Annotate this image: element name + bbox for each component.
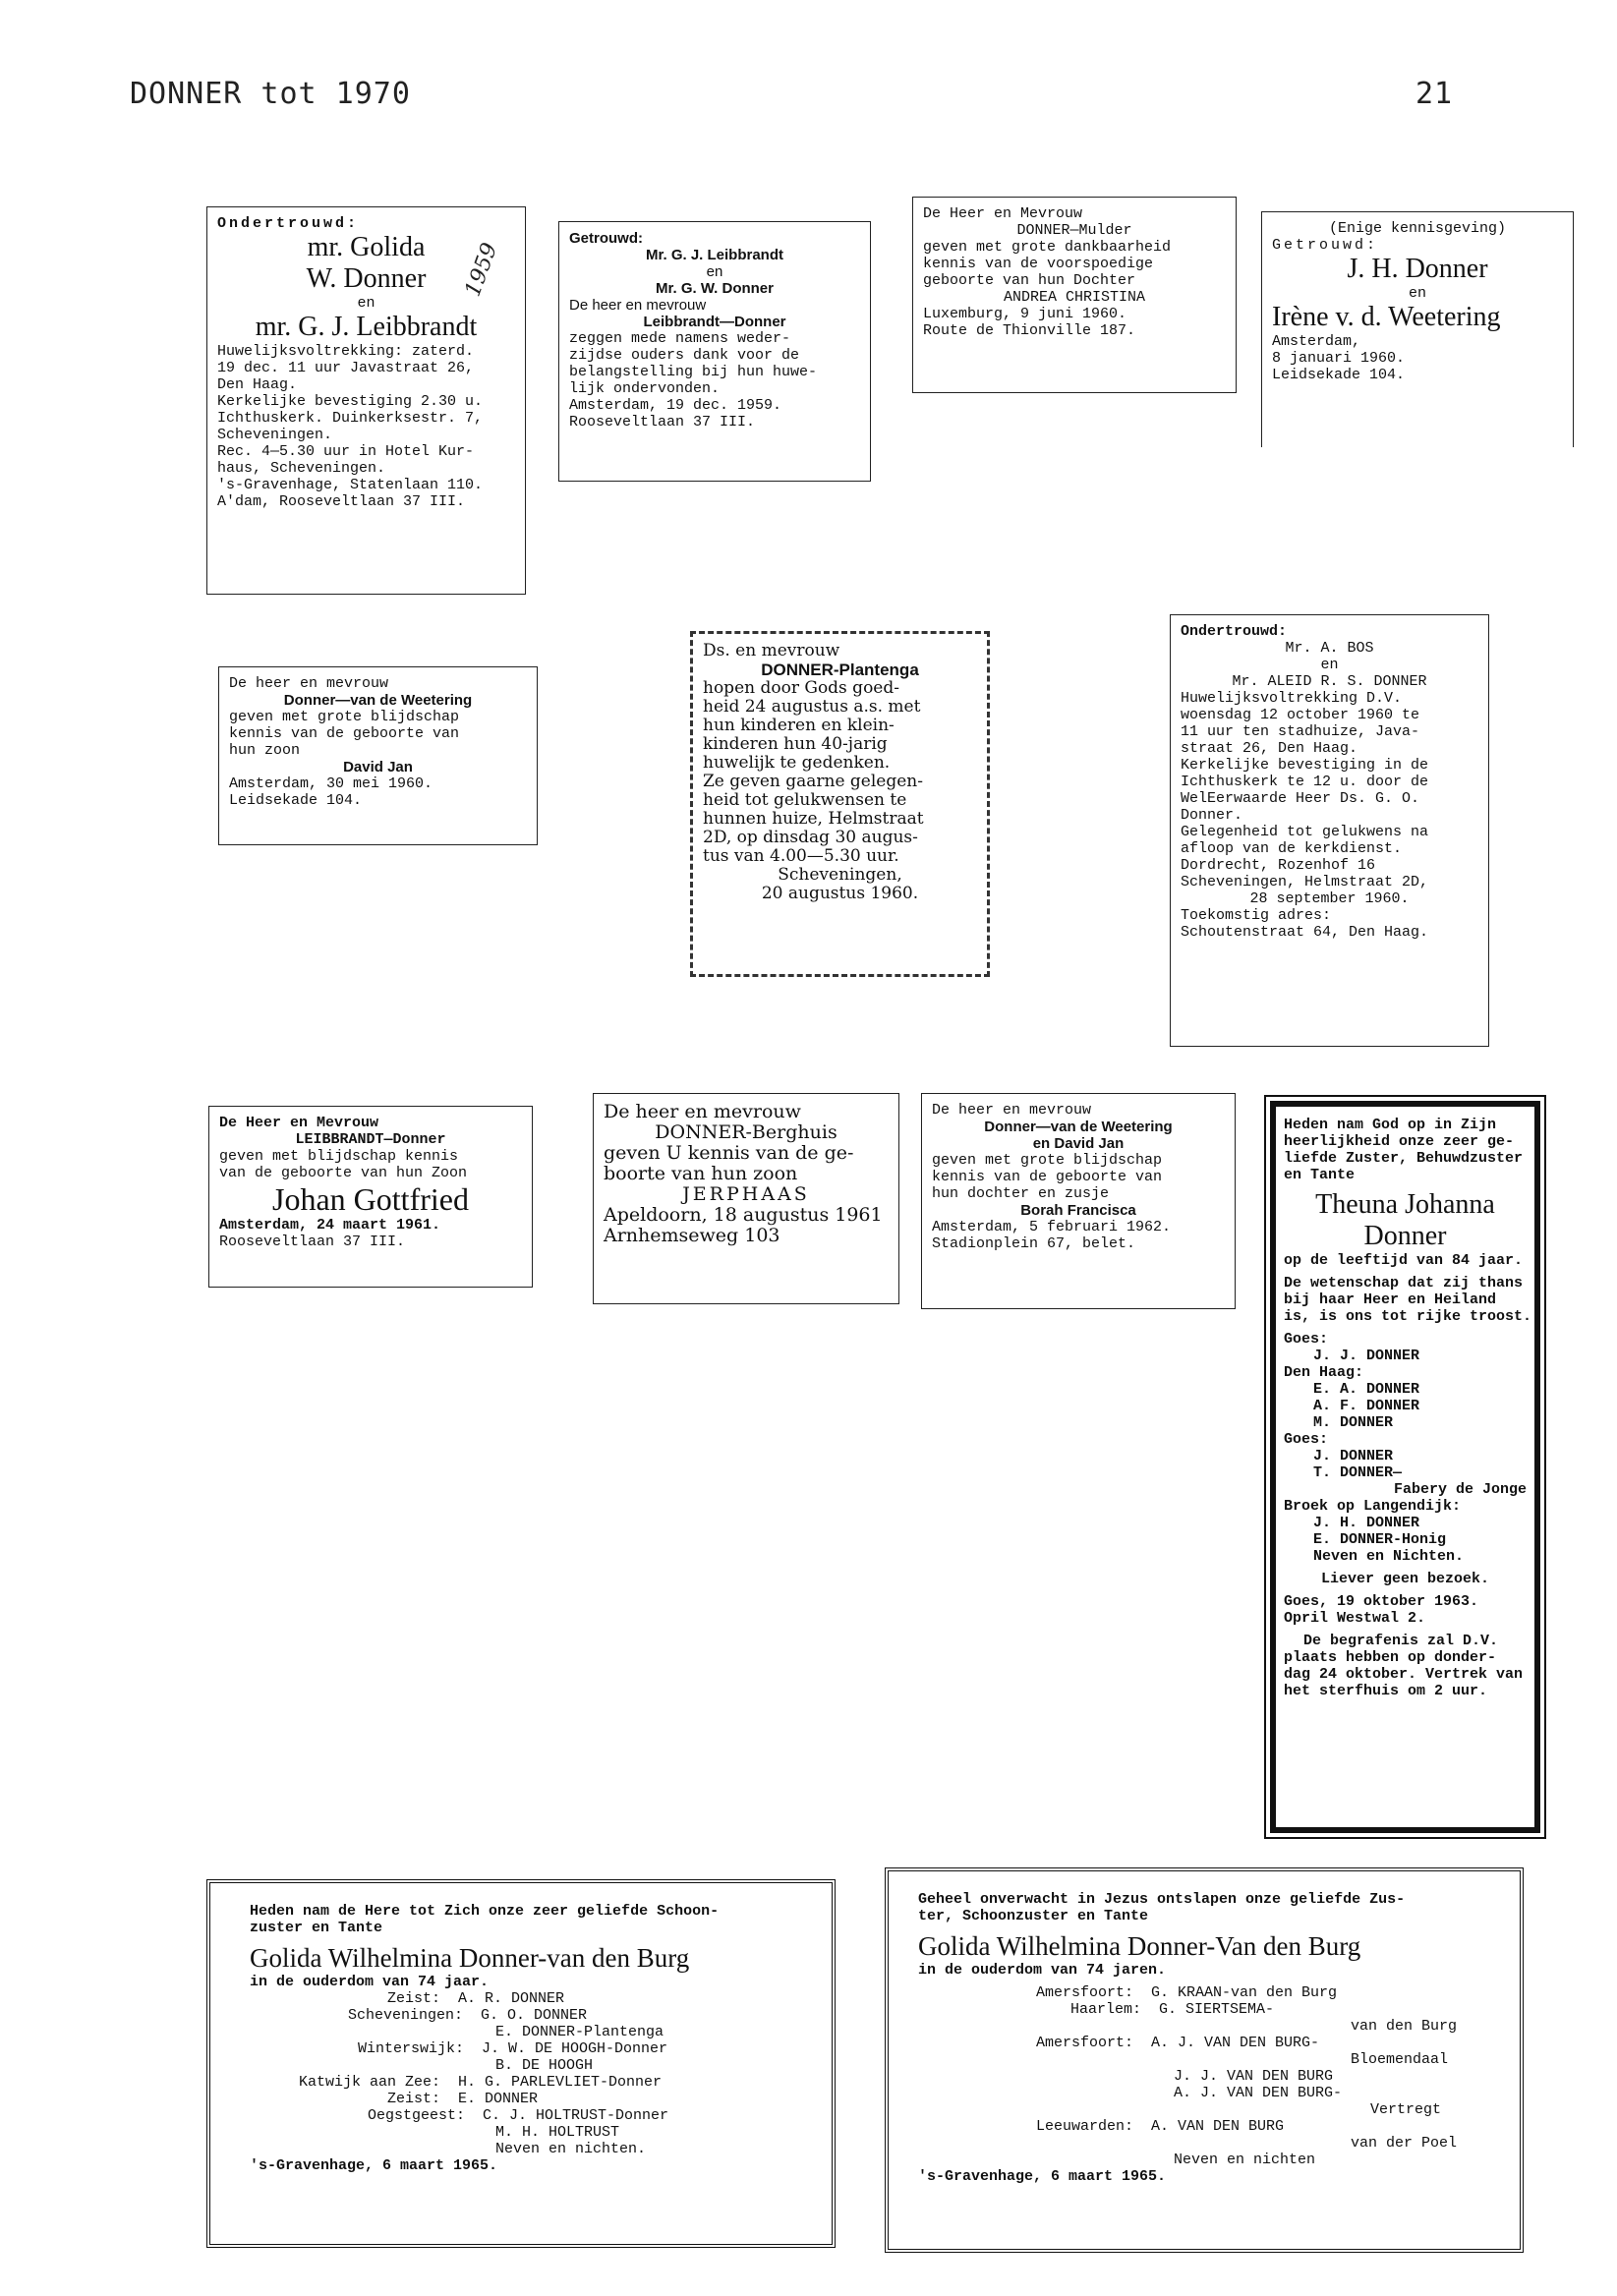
notice-line: Den Haag. [217, 376, 298, 393]
notice-line: JERPHAAS [682, 1183, 810, 1205]
notice-line: Rec. 4—5.30 uur in Hotel Kur- [217, 443, 475, 460]
notice-line: Kerkelijke bevestiging in de [1181, 757, 1429, 774]
notice-line: Donner—van de Weetering [984, 1119, 1173, 1135]
notice-line: en [1408, 285, 1426, 302]
notice-line: van de geboorte van hun Zoon [219, 1165, 468, 1181]
notice-line: Route de Thionville 187. [923, 322, 1136, 339]
notice-line: Dordrecht, Rozenhof 16 [1181, 857, 1376, 874]
notice-line: ter, Schoonzuster en Tante [918, 1908, 1149, 1924]
notice-line: Winterswijk: J. W. DE HOOGH-Donner [358, 2040, 668, 2057]
notice-line: boorte van hun zoon [604, 1163, 798, 1184]
notice-line: Johan Gottfried [272, 1181, 469, 1217]
notice-line: J. J. VAN DEN BURG [1174, 2068, 1334, 2085]
notice-line: in de ouderdom van 74 jaren. [918, 1962, 1167, 1979]
notice-line: Katwijk aan Zee: H. G. PARLEVLIET-Donner [299, 2074, 663, 2091]
notice-line: 11 uur ten stadhuize, Java- [1181, 723, 1420, 740]
notice-line: Schoutenstraat 64, Den Haag. [1181, 924, 1429, 941]
notice-line: De begrafenis zal D.V. [1303, 1633, 1499, 1649]
notice-line: DONNER-Berghuis [655, 1121, 837, 1143]
notice-line: heid tot gelukwensen te [703, 790, 907, 810]
notice-line: Geheel onverwacht in Jezus ontslapen onze geliefde Zus- [918, 1891, 1406, 1908]
notice-line: Ze geven gaarne gelegen- [703, 772, 924, 791]
notice-line: Opril Westwal 2. [1284, 1610, 1426, 1627]
notice-line: afloop van de kerkdienst. [1181, 840, 1403, 857]
notice-line: van der Poel [1351, 2135, 1458, 2152]
notice-line: Scheveningen, Helmstraat 2D, [1181, 874, 1429, 890]
notice-line: Getrouwd: [1272, 237, 1379, 254]
notice-line: Vertregt [1370, 2101, 1442, 2118]
notice-line: Stadionplein 67, belet. [932, 1235, 1136, 1252]
notice-line: E. A. DONNER [1313, 1381, 1420, 1398]
notice-line: en [357, 295, 375, 312]
notice-line: David Jan [343, 759, 413, 775]
notice-line: Ds. en mevrouw [703, 641, 840, 660]
notice-line: Donner—van de Weetering [283, 692, 473, 709]
notice-line: in de ouderdom van 74 jaar. [250, 1974, 490, 1990]
notice-line: E. DONNER-Plantenga [495, 2024, 664, 2040]
notice-line: het sterfhuis om 2 uur. [1284, 1683, 1488, 1699]
notice-line: Scheveningen. [217, 427, 333, 443]
notice-line: Theuna Johanna [1315, 1189, 1495, 1220]
notice-line: 28 september 1960. [1249, 890, 1410, 907]
notice-line: Gelegenheid tot gelukwens na [1181, 824, 1429, 840]
notice-line: 's-Gravenhage, 6 maart 1965. [250, 2157, 498, 2174]
notice-line: geven met grote blijdschap [932, 1152, 1163, 1169]
notice-line: Heden nam de Here tot Zich onze zeer geliefde Schoon- [250, 1903, 720, 1920]
notice-line: J. H. Donner [1347, 254, 1488, 284]
notice-line: 19 dec. 11 uur Javastraat 26, [217, 360, 475, 376]
notice-line: mr. Golida [307, 232, 426, 262]
notice-line: lijk ondervonden. [569, 380, 721, 397]
notice-line: Toekomstig adres: [1181, 907, 1332, 924]
notice-line: geboorte van hun Dochter [923, 272, 1136, 289]
notice-line: Amersfoort: G. KRAAN-van den Burg [1036, 1984, 1338, 2001]
notice-line: Leidsekade 104. [229, 792, 363, 809]
notice-line: ANDREA CHRISTINA [1003, 289, 1146, 306]
notice-line: J. J. DONNER [1313, 1348, 1420, 1364]
notice-line: heid 24 augustus a.s. met [703, 697, 921, 717]
notice-line: Irène v. d. Weetering [1272, 302, 1501, 332]
notice-line: Mr. A. BOS [1285, 640, 1374, 657]
notice-line: liefde Zuster, Behuwdzuster [1284, 1150, 1524, 1167]
notice-line: plaats hebben op donder- [1284, 1649, 1497, 1666]
notice-line: E. DONNER-Honig [1313, 1531, 1447, 1548]
notice-line: Donner [1363, 1221, 1447, 1251]
notice-overlijden-theuna [1270, 1101, 1540, 1833]
notice-line: van den Burg [1351, 2018, 1458, 2035]
notice-line: Goes, 19 oktober 1963. [1284, 1593, 1479, 1610]
notice-line: Golida Wilhelmina Donner-Van den Burg [918, 1931, 1361, 1961]
notice-line: kennis van de geboorte van [229, 725, 460, 742]
notice-line: Scheveningen: G. O. DONNER [348, 2007, 588, 2024]
notice-line: Zeist: E. DONNER [387, 2091, 539, 2107]
handwritten-annotation: 1959 [460, 239, 503, 301]
notice-line: en David Jan [1032, 1135, 1125, 1152]
notice-line: B. DE HOOGH [495, 2057, 594, 2074]
notice-line: haus, Scheveningen. [217, 460, 386, 477]
notice-line: 8 januari 1960. [1272, 350, 1406, 367]
notice-line: Neven en nichten [1174, 2152, 1316, 2168]
notice-line: geven met grote blijdschap [229, 709, 460, 725]
notice-getrouwd-donner-weetering [1261, 211, 1574, 447]
notice-line: kinderen hun 40-jarig [703, 734, 888, 754]
notice-line: hunnen huize, Helmstraat [703, 809, 924, 829]
notice-line: Haarlem: G. SIERTSEMA- [1070, 2001, 1275, 2018]
notice-line: Neven en nichten. [495, 2141, 647, 2157]
notice-overlijden-golida-1 [206, 1879, 836, 2248]
notice-line: Ondertrouwd: [1181, 623, 1288, 640]
notice-line: Neven en Nichten. [1313, 1548, 1465, 1565]
notice-line: Donner. [1181, 807, 1243, 824]
notice-line: kennis van de geboorte van [932, 1169, 1163, 1185]
notice-line: Amsterdam, 30 mei 1960. [229, 775, 433, 792]
notice-line: en [1320, 657, 1339, 673]
notice-line: zijdse ouders dank voor de [569, 347, 800, 364]
notice-line: Mr. G. J. Leibbrandt [645, 247, 784, 263]
notice-line: W. Donner [306, 263, 427, 294]
notice-line: 's-Gravenhage, Statenlaan 110. [217, 477, 484, 493]
notice-line: woensdag 12 october 1960 te [1181, 707, 1420, 723]
notice-line: hopen door Gods goed- [703, 678, 899, 698]
notice-line: A'dam, Rooseveltlaan 37 III. [217, 493, 466, 510]
notice-line: WelEerwaarde Heer Ds. G. O. [1181, 790, 1420, 807]
notice-line: Bloemendaal [1351, 2051, 1449, 2068]
page-number: 21 [1415, 77, 1454, 111]
notice-line: geven U kennis van de ge- [604, 1142, 854, 1164]
notice-line: en Tante [1284, 1167, 1356, 1183]
notice-line: M. H. HOLTRUST [495, 2124, 620, 2141]
notice-line: Ondertrouwd: [217, 215, 360, 232]
notice-line: hun kinderen en klein- [703, 716, 895, 735]
notice-line: Huwelijksvoltrekking D.V. [1181, 690, 1403, 707]
notice-geboorte-johan [208, 1106, 533, 1288]
notice-line: Luxemburg, 9 juni 1960. [923, 306, 1127, 322]
notice-geboorte-jerphaas [593, 1093, 899, 1304]
notice-line: Amersfoort: A. J. VAN DEN BURG- [1036, 2035, 1320, 2051]
notice-line: De heer en mevrouw [229, 675, 389, 692]
notice-line: De wetenschap dat zij thans [1284, 1275, 1524, 1292]
notice-line: Goes: [1284, 1331, 1329, 1348]
notice-line: Den Haag: [1284, 1364, 1364, 1381]
notice-line: Leibbrandt—Donner [643, 314, 786, 330]
notice-line: Apeldoorn, 18 augustus 1961 [604, 1204, 883, 1226]
notice-line: DONNER-Plantenga [761, 660, 919, 679]
notice-line: Rooseveltlaan 37 III. [219, 1234, 406, 1250]
notice-line: is, is ons tot rijke troost. [1284, 1308, 1532, 1325]
notice-line: Fabery de Jonge [1393, 1481, 1527, 1498]
notice-line: Getrouwd: [569, 230, 643, 247]
notice-line: Amsterdam, [1272, 333, 1361, 350]
notice-line: A. J. VAN DEN BURG- [1174, 2085, 1343, 2101]
notice-line: Liever geen bezoek. [1320, 1571, 1490, 1587]
notice-line: De heer en mevrouw [569, 297, 707, 314]
notice-line: Goes: [1284, 1431, 1329, 1448]
notice-geboorte-borah [921, 1093, 1236, 1309]
notice-line: Leidsekade 104. [1272, 367, 1406, 383]
notice-line: en [706, 263, 723, 280]
notice-line: J. DONNER [1313, 1448, 1394, 1464]
notice-ondertrouwd-bos [1170, 614, 1489, 1047]
notice-line: zeggen mede namens weder- [569, 330, 791, 347]
notice-line: op de leeftijd van 84 jaar. [1284, 1252, 1524, 1269]
notice-line: heerlijkheid onze zeer ge- [1284, 1133, 1515, 1150]
notice-line: DONNER—Mulder [1016, 222, 1132, 239]
notice-geboorte-andrea [912, 197, 1237, 393]
notice-line: Scheveningen, [778, 865, 902, 885]
notice-line: Borah Francisca [1020, 1202, 1136, 1219]
notice-line: hun zoon [229, 742, 301, 759]
notice-line: tus van 4.00—5.30 uur. [703, 846, 899, 866]
notice-overlijden-golida-2 [885, 1867, 1524, 2253]
notice-line: M. DONNER [1313, 1414, 1394, 1431]
notice-line: T. DONNER— [1313, 1464, 1403, 1481]
notice-line: Mr. G. W. Donner [655, 280, 774, 297]
notice-getrouwd-leibbrandt [558, 221, 871, 482]
notice-line: straat 26, Den Haag. [1181, 740, 1358, 757]
notice-line: Ichthuskerk te 12 u. door de [1181, 774, 1429, 790]
notice-line: mr. G. J. Leibbrandt [255, 312, 478, 342]
notice-line: Huwelijksvoltrekking: zaterd. [217, 343, 475, 360]
notice-line: Leeuwarden: A. VAN DEN BURG [1036, 2118, 1285, 2135]
notice-line: Arnhemseweg 103 [604, 1225, 780, 1246]
notice-line: Zeist: A. R. DONNER [387, 1990, 565, 2007]
page-header-title: DONNER tot 1970 [130, 77, 411, 111]
notice-line: A. F. DONNER [1313, 1398, 1420, 1414]
notice-line: bij haar Heer en Heiland [1284, 1292, 1497, 1308]
notice-line: Amsterdam, 24 maart 1961. [219, 1217, 441, 1234]
notice-line: Amsterdam, 19 dec. 1959. [569, 397, 782, 414]
notice-line: geven met blijdschap kennis [219, 1148, 459, 1165]
notice-line: (Enige kennisgeving) [1328, 220, 1507, 237]
notice-line: 2D, op dinsdag 30 augus- [703, 828, 918, 847]
notice-line: zuster en Tante [250, 1920, 383, 1936]
notice-line: Kerkelijke bevestiging 2.30 u. [217, 393, 484, 410]
notice-line: 20 augustus 1960. [761, 884, 919, 903]
notice-line: Mr. ALEID R. S. DONNER [1232, 673, 1427, 690]
notice-line: Broek op Langendijk: [1284, 1498, 1462, 1515]
notice-line: geven met grote dankbaarheid [923, 239, 1172, 256]
notice-geboorte-david-jan [218, 666, 538, 845]
notice-huwelijksjubileum [690, 631, 990, 977]
notice-line: Heden nam God op in Zijn [1284, 1117, 1497, 1133]
notice-line: Oegstgeest: C. J. HOLTRUST-Donner [368, 2107, 669, 2124]
notice-line: De heer en mevrouw [604, 1101, 801, 1122]
notice-line: Rooseveltlaan 37 III. [569, 414, 756, 430]
notice-line: belangstelling bij hun huwe- [569, 364, 818, 380]
notice-line: Ichthuskerk. Duinkerksestr. 7, [217, 410, 484, 427]
notice-line: huwelijk te gedenken. [703, 753, 891, 773]
notice-line: LEIBBRANDT—Donner [295, 1131, 446, 1148]
notice-line: hun dochter en zusje [932, 1185, 1110, 1202]
notice-line: 's-Gravenhage, 6 maart 1965. [918, 2168, 1167, 2185]
notice-line: Golida Wilhelmina Donner-van den Burg [250, 1943, 690, 1973]
notice-line: Amsterdam, 5 februari 1962. [932, 1219, 1172, 1235]
notice-line: J. H. DONNER [1313, 1515, 1420, 1531]
notice-line: De Heer en Mevrouw [219, 1115, 379, 1131]
notice-line: De Heer en Mevrouw [923, 205, 1083, 222]
notice-line: kennis van de voorspoedige [923, 256, 1154, 272]
notice-line: dag 24 oktober. Vertrek van [1284, 1666, 1524, 1683]
notice-line: De heer en mevrouw [932, 1102, 1092, 1119]
